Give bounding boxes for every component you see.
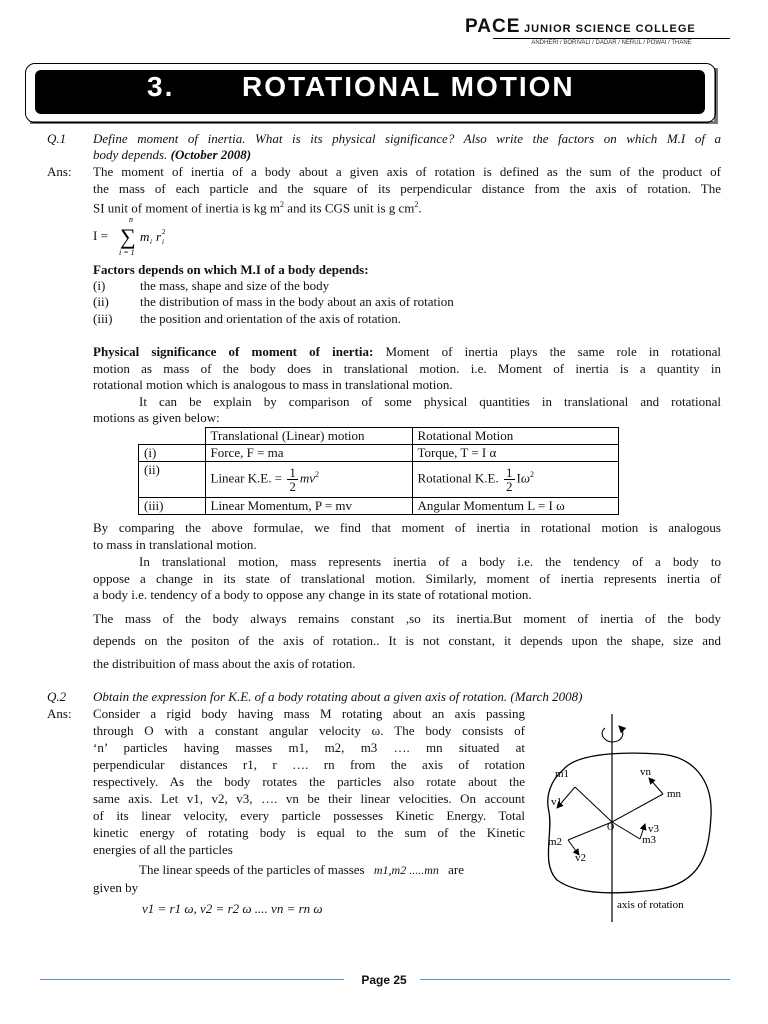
linear-ke-label: Linear K.E. =: [210, 470, 283, 486]
inertia-line-2: oppose a change in its state of translational motion. Similarly, moment of inertia represents inertia of: [93, 571, 721, 586]
college-logo: [465, 16, 696, 37]
branch-list: ANDHERI / BORIVALI / DADAR / NERUL / POWAI / THANE: [531, 40, 692, 46]
table-cell: (ii): [139, 462, 206, 498]
q2-line: Consider a rigid body having mass M rotating about an axis passing: [93, 706, 525, 721]
chapter-number: 3.: [147, 71, 175, 102]
velocity-equation: v1 = r1 ω, v2 = r2 ω .... vn = rn ω: [142, 901, 323, 916]
figure-label: O: [607, 822, 615, 833]
table-header: Rotational Motion: [412, 428, 618, 445]
moment-of-inertia-formula: [118, 213, 180, 257]
factor-item: the position and orientation of the axis of rotation.: [140, 311, 402, 326]
q1-question-cont-text: body depends.: [93, 147, 168, 162]
svg-text:2: 2: [162, 228, 166, 236]
factors-heading: Factors depends on which M.I of a body depends:: [93, 262, 369, 277]
significance-line-1: [93, 344, 721, 360]
mass-line-2: depends on the positon of the axis of rotation.. It is not constant, it depends upon the shape, size and: [93, 633, 721, 648]
footer-rule-right: [420, 979, 730, 980]
table-header-row: [139, 428, 619, 445]
significance-heading: Physical significance of moment of inertia:: [93, 344, 374, 359]
q1-question-cont: [93, 147, 721, 163]
mass-term: m: [140, 229, 150, 244]
radius-3: [612, 822, 640, 839]
significance-text: Moment of inertia plays the same role in rotational: [373, 344, 721, 359]
factor-index: (ii): [93, 294, 109, 309]
fraction-numerator: 1: [289, 465, 296, 480]
mass-line-3: the distribuition of mass about the axis of rotation.: [93, 656, 356, 671]
inertia-line-3: a body i.e. tendency of a body to oppose any change in its state of rotational motion.: [93, 587, 532, 602]
svg-text:i: i: [162, 238, 164, 246]
q1-question-ref: (October 2008): [170, 147, 252, 162]
chapter-title: ROTATIONAL MOTION: [242, 71, 575, 102]
q2-line: perpendicular distances r1, r …. rn from the axis of rotation: [93, 757, 525, 772]
cgs-unit-text: and its CGS unit is g cm: [284, 200, 415, 216]
table-cell: (iii): [139, 498, 206, 515]
table-header: Translational (Linear) motion: [205, 428, 412, 445]
table-cell: Rotational K.E. $\frac{1}{2}$ $I\omega^2$: [412, 462, 618, 498]
table-row: [139, 462, 619, 498]
sum-upper-limit: n: [129, 215, 133, 224]
page-number: Page 25: [361, 973, 407, 987]
radius-n: [612, 794, 663, 822]
chapter-title-bar: [35, 70, 705, 114]
factor-item: the distribution of mass in the body about an axis of rotation: [140, 294, 454, 309]
q2-line: respectively. As the body rotates the particles also rotate about the: [93, 774, 525, 789]
given-by: given by: [93, 880, 139, 895]
table-cell: Linear K.E. = $\frac{1}{2}$ $mv^2$: [205, 462, 412, 498]
college-name: JUNIOR SCIENCE COLLEGE: [524, 23, 696, 35]
figure-label: v3: [648, 823, 659, 835]
factor-index: (iii): [93, 311, 113, 326]
q1-label: Q.1: [47, 131, 67, 146]
q2-line: same axis. Let v1, v2, v3, …. vn be their linear velocities. On account: [93, 791, 525, 806]
svg-text:i: i: [150, 238, 152, 246]
radius-1: [575, 787, 612, 822]
radius-term: r: [156, 229, 162, 244]
mass-line-1: The mass of the body always remains constant ,so its inertia.But moment of inertia of the body: [93, 611, 721, 626]
footer-rule-left: [40, 979, 344, 980]
figure-caption: axis of rotation: [617, 899, 684, 911]
half-fraction: [504, 466, 515, 493]
factor-index: (i): [93, 278, 106, 293]
half-fraction: [287, 466, 298, 493]
table-row: [139, 445, 619, 462]
q2-line: energies of all the particles: [93, 842, 233, 857]
q2-ans-label: Ans:: [47, 706, 72, 721]
logo-mark: PACE: [465, 16, 521, 37]
fraction-denominator: 2: [506, 479, 513, 494]
comparison-table: [138, 427, 619, 515]
sum-lower-limit: i = 1: [119, 248, 135, 257]
table-cell: Force, F = ma: [205, 445, 412, 462]
significance-line-3: rotational motion which is analogous to mass in translational motion.: [93, 377, 453, 392]
q2-line: ‘n’ particles having masses m1, m2, m3 …. mn situated at: [93, 740, 525, 755]
fraction-denominator: 2: [289, 479, 296, 494]
figure-label: m1: [555, 768, 570, 780]
factor-item: the mass, shape and size of the body: [140, 278, 330, 293]
figure-label: vn: [640, 766, 651, 778]
formula-lhs: I =: [93, 228, 108, 243]
inertia-line-1: In translational motion, mass represents inertia of a body i.e. the tendency of a body to: [139, 554, 721, 569]
comparison-line-2: to mass in translational motion.: [93, 537, 257, 552]
significance-line-4: It can be explain by comparison of some physical quantities in translational and rotational: [139, 394, 721, 409]
table-cell: Linear Momentum, P = mv: [205, 498, 412, 515]
body-outline: [548, 753, 711, 893]
q1-question: Define moment of inertia. What is its physical significance? Also write the factors on which M.I of a: [93, 131, 721, 146]
comparison-line-1: By comparing the above formulae, we find that moment of inertia in rotational motion is analogous: [93, 520, 721, 535]
velocity-arrow-n: [649, 778, 663, 794]
significance-line-5: motions as given below:: [93, 410, 220, 425]
figure-label: m3: [642, 834, 657, 846]
q1-ans-line-1: The moment of inertia of a body about a given axis of rotation is defined as the sum of the product of: [93, 164, 721, 179]
q1-ans-line-2: the mass of each particle and the square of its perpendicular distance from the axis of rotation. The: [93, 181, 721, 196]
q2-question: Obtain the expression for K.E. of a body rotating about a given axis of rotation. (March 2008): [93, 689, 583, 704]
radius-2: [568, 822, 615, 840]
q2-label: Q.2: [47, 689, 67, 704]
figure-label: mn: [667, 788, 682, 800]
table-cell: Torque, T = I α: [412, 445, 618, 462]
q1-ans-line-3: SI unit of moment of inertia is kg $m^2$ and its CGS unit is g $cm^2$.: [93, 200, 422, 216]
q2-line: of its linear velocity, every particle possesses Kinetic Energy. Total: [93, 808, 525, 823]
table-cell: (i): [139, 445, 206, 462]
figure-label: m2: [548, 836, 563, 848]
table-corner: [139, 428, 206, 445]
speeds-text: The linear speeds of the particles of masses: [139, 862, 365, 877]
table-cell: Angular Momentum L = I ω: [412, 498, 618, 515]
q2-line: kinetic energy of rotating body is equal to the sum of the Kinetic: [93, 825, 525, 840]
speeds-are: are: [448, 862, 464, 877]
rotating-body-figure: [535, 712, 735, 924]
fraction-numerator: 1: [506, 465, 513, 480]
speeds-masses: m1,m2 .....mn: [373, 863, 439, 877]
q1-ans-label: Ans:: [47, 164, 72, 179]
q2-line: through O with a constant angular velocity ω. The body consists of: [93, 723, 525, 738]
table-row: [139, 498, 619, 515]
si-unit-text: SI unit of moment of inertia is kg m: [93, 200, 281, 216]
significance-line-2: motion as mass of the body does in translational motion. i.e. Moment of inertia is a quantity in: [93, 361, 721, 376]
speeds-line: [139, 862, 529, 878]
rotational-ke-label: Rotational K.E.: [417, 470, 499, 486]
figure-label: v1: [551, 796, 562, 808]
figure-label: v2: [575, 852, 586, 864]
sum-sign: ∑: [120, 224, 136, 249]
